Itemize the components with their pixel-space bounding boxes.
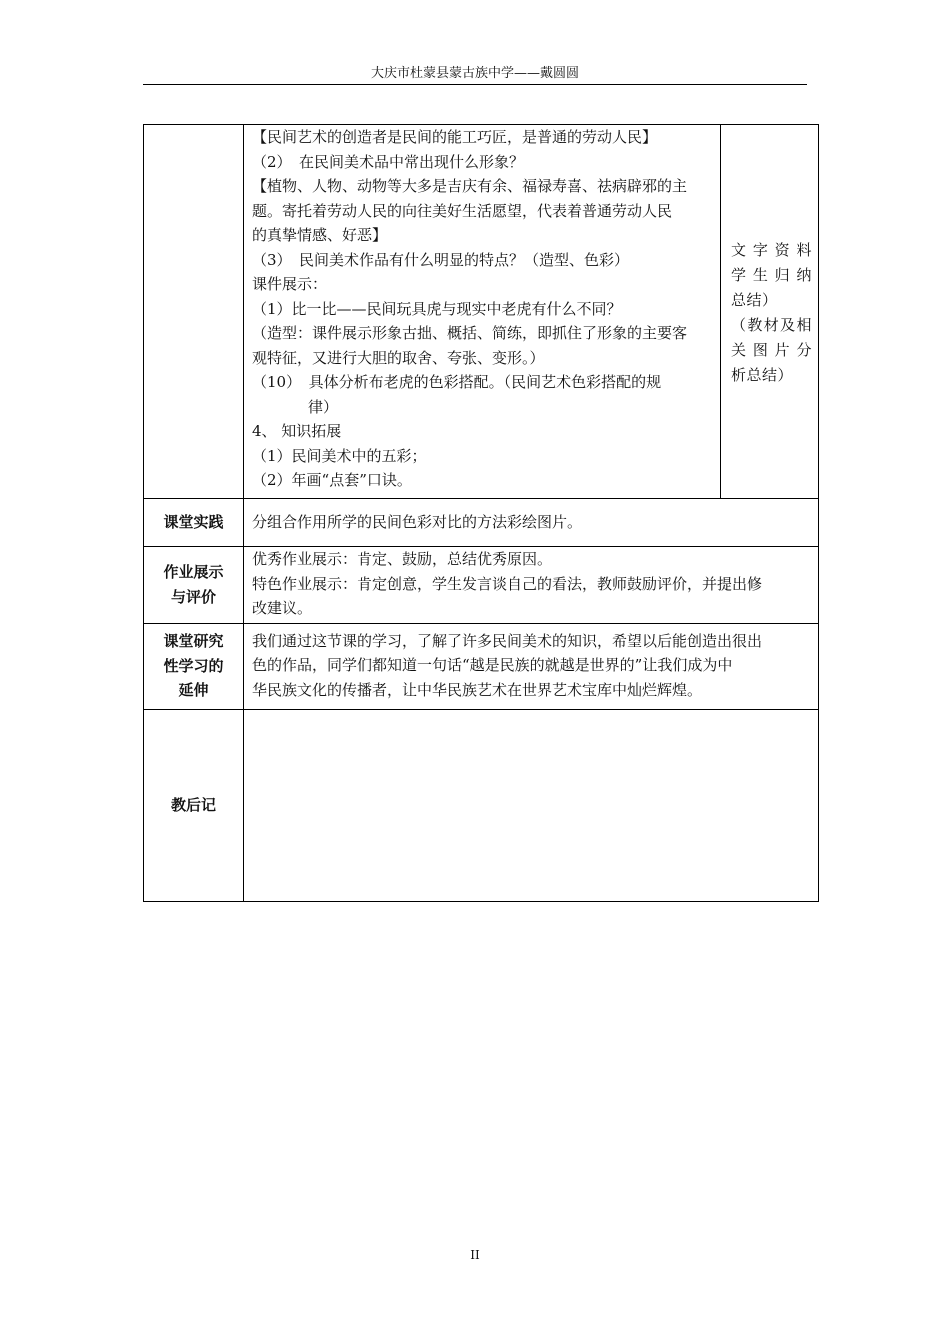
extension-row: [144, 623, 819, 709]
extension-label-line: 课堂研究: [163, 632, 224, 651]
content-line: （2）年画“点套”口诀。: [252, 471, 412, 489]
content-line: （2） 在民间美术品中常出现什么形象？: [252, 152, 525, 171]
page-header: 大庆市杜蒙县蒙古族中学——戴圆圆: [370, 66, 579, 81]
homework-label: [144, 547, 244, 624]
homework-label-line: 作业展示: [163, 563, 224, 582]
content-line: 律）: [308, 397, 339, 416]
side-note-line: 总结）: [731, 291, 778, 309]
content-line: （1）比一比——民间玩具虎与现实中老虎有什么不同？: [252, 299, 622, 318]
extension-label-line: 性学习的: [163, 656, 224, 675]
homework-line: 特色作业展示：肯定创意，学生发言谈自己的看法，教师鼓励评价，并提出修: [252, 574, 763, 593]
side-note-cell: [721, 125, 819, 499]
extension-line: 色的作品，同学们都知道一句话“越是民族的就越是世界的”让我们成为中: [252, 656, 733, 674]
content-line: 【民间艺术的创造者是民间的能工巧匠，是普通的劳动人民】: [252, 128, 658, 146]
content-line: （10） 具体分析布老虎的色彩搭配。（民间艺术色彩搭配的规: [252, 373, 662, 391]
reflection-content: [244, 709, 819, 901]
side-note-line: 关图片分: [731, 341, 812, 359]
content-line: （造型：课件展示形象古拙、概括、简练，即抓住了形象的主要客: [252, 324, 688, 342]
content-label-cell: [144, 125, 244, 499]
side-note-line: 文字资料: [731, 241, 812, 259]
content-line: 4、 知识拓展: [252, 422, 342, 440]
content-line: （3） 民间美术作品有什么明显的特点？（造型、色彩）: [252, 250, 630, 269]
lesson-plan-table: [143, 124, 819, 902]
content-line: 观特征，又进行大胆的取舍、夸张、变形。）: [252, 348, 545, 367]
content-line: 题。寄托着劳动人民的向往美好生活愿望，代表着普通劳动人民: [252, 201, 673, 220]
side-note-line: 学生归纳: [731, 266, 812, 284]
homework-line: 改建议。: [252, 599, 313, 617]
practice-text: 分组合作用所学的民间色彩对比的方法彩绘图片。: [252, 513, 583, 532]
homework-label-line: 与评价: [170, 587, 216, 606]
practice-row: [144, 499, 819, 547]
reflection-label: 教后记: [144, 709, 244, 901]
content-line: 的真挚情感、好恶】: [252, 226, 388, 244]
extension-line: 我们通过这节课的学习，了解了许多民间美术的知识，希望以后能创造出很出: [252, 631, 763, 650]
extension-label: [144, 623, 244, 709]
page-number: II: [470, 1248, 480, 1262]
content-row: [144, 125, 819, 499]
homework-line: 优秀作业展示：肯定、鼓励，总结优秀原因。: [252, 550, 553, 568]
side-note-line: 析总结）: [731, 366, 794, 384]
practice-label: 课堂实践: [144, 499, 244, 547]
header-rule: [143, 84, 807, 85]
content-line: 【植物、人物、动物等大多是吉庆有余、福禄寿喜、祛病辟邪的主: [252, 177, 688, 195]
content-line: （1）民间美术中的五彩；: [252, 446, 427, 465]
homework-row: [144, 547, 819, 624]
content-line: 课件展示：: [252, 275, 328, 293]
content-cell: [244, 125, 721, 499]
side-note-line: （教材及相: [731, 316, 812, 334]
reflection-row: [144, 709, 819, 901]
extension-line: 华民族文化的传播者，让中华民族艺术在世界艺术宝库中灿烂辉煌。: [252, 680, 703, 699]
extension-label-line: 延伸: [178, 681, 209, 700]
